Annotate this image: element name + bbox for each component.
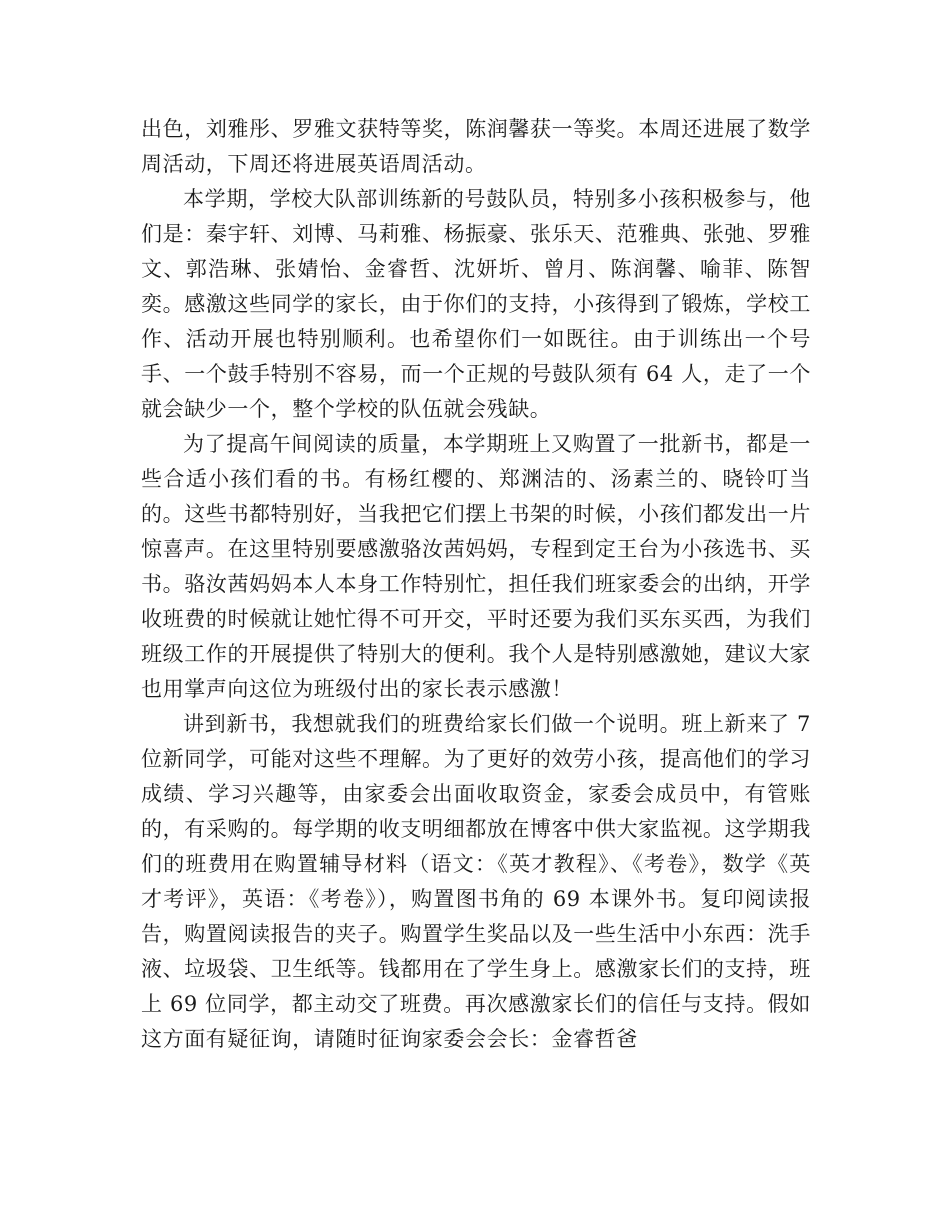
paragraph-class-fee: 讲到新书，我想就我们的班费给家长们做一个说明。班上新来了 7 位新同学，可能对这些不理解。为了更好的效劳小孩，提高他们的学习成绩、学习兴趣等，由家委会出面收取资金，家委会成员中，有管账的，有采购的。每学期的收支明细都放在博客中供大家监视。这学期我们的班费用在购置辅导材料（语文：《英才教程》、《考卷》，数学《英才考评》，英语：《考卷》），购置图书角的 69 本课外书。复印阅读报告，购置阅读报告的夹子。购置学生奖品以及一些生活中小东西：洗手液、垃圾袋、卫生纸等。钱都用在了学生身上。感激家长们的支持，班上 69 位同学，都主动交了班费。再次感激家长们的信任与支持。假如这方面有疑征询，请随时征询家委会会长：金睿哲爸 (141, 712, 811, 1051)
document-body (141, 112, 811, 1057)
paragraph-new-books: 为了提高午间阅读的质量，本学期班上又购置了一批新书，都是一些合适小孩们看的书。有杨红樱的、郑渊洁的、汤素兰的、晓铃叮当的。这些书都特别好，当我把它们摆上书架的时候，小孩们都发出一片惊喜声。在这里特别要感激骆汝茜妈妈，专程到定王台为小孩选书、买书。骆汝茜妈妈本人本身工作特别忙，担任我们班家委会的出纳，开学收班费的时候就让她忙得不可开交，平时还要为我们买东买西，为我们班级工作的开展提供了特别大的便利。我个人是特别感激她，建议大家也用掌声向这位为班级付出的家长表示感激！ (141, 432, 811, 701)
paragraph-continuation: 出色，刘雅彤、罗雅文获特等奖，陈润馨获一等奖。本周还进展了数学周活动，下周还将进展英语周活动。 (141, 117, 811, 176)
paragraph-drum-team: 本学期，学校大队部训练新的号鼓队员，特别多小孩积极参与，他们是：秦宇轩、刘博、马莉雅、杨振豪、张乐天、范雅典、张弛、罗雅文、郭浩琳、张婧怡、金睿哲、沈妍圻、曾月、陈润馨、喻菲、陈智奕。感激这些同学的家长，由于你们的支持，小孩得到了锻炼，学校工作、活动开展也特别顺利。也希望你们一如既往。由于训练出一个号手、一个鼓手特别不容易，而一个正规的号鼓队须有 64 人，走了一个就会缺少一个，整个学校的队伍就会残缺。 (141, 187, 811, 421)
